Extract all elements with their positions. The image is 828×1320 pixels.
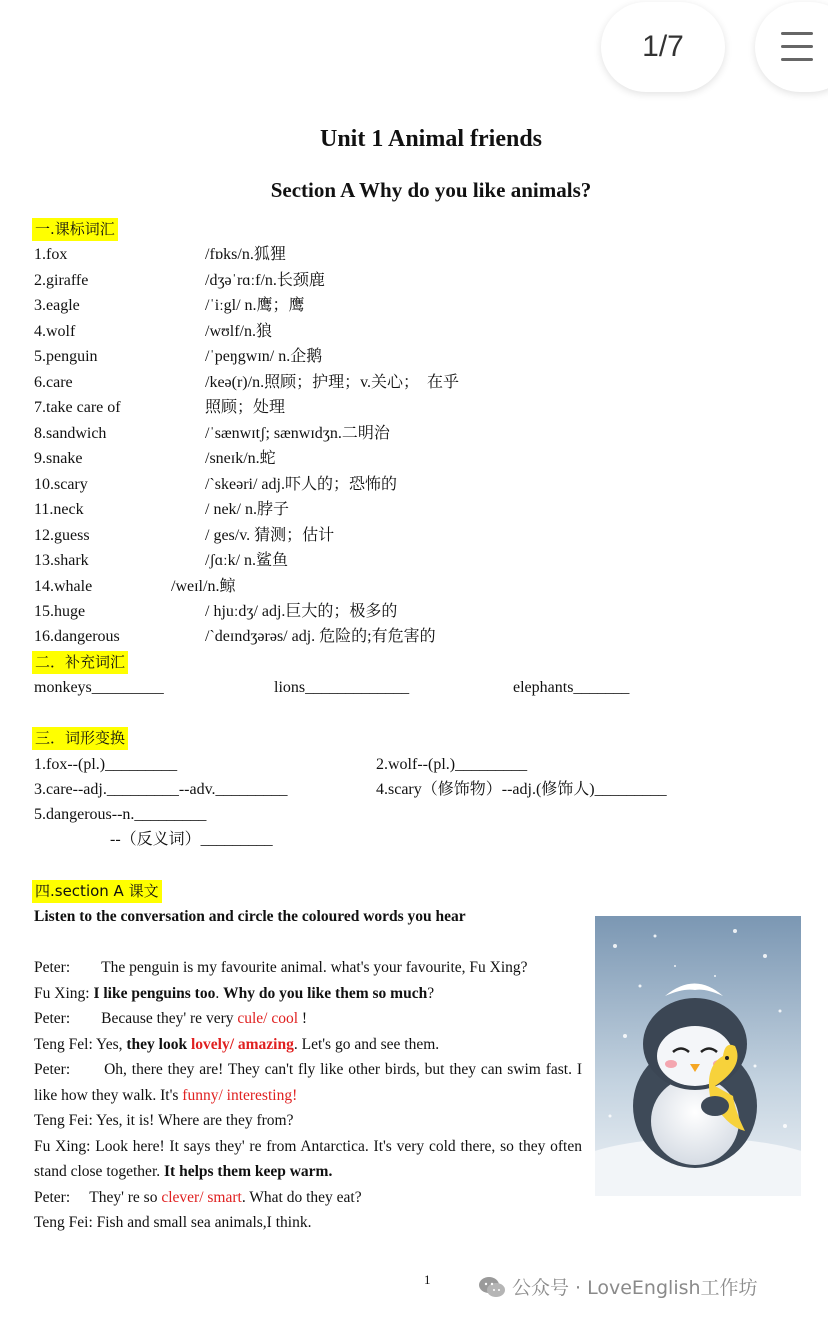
vocab-word: 16.dangerous — [34, 628, 120, 645]
vocab-word: 12.guess — [34, 527, 90, 544]
dialogue — [34, 955, 582, 1236]
dialogue-line: Peter: Because they' re very cule/ cool ! — [34, 1010, 308, 1027]
hamburger-menu-icon — [781, 32, 813, 62]
vocab-word: 7.take care of — [34, 399, 121, 416]
wechat-icon — [478, 1275, 506, 1299]
wordform-scary[interactable]: 4.scary（修饰物）--adj.(修饰人)_________ — [376, 781, 667, 798]
wordform-care[interactable]: 3.care--adj._________--adv._________ — [34, 781, 288, 798]
watermark-text: 公众号 · LoveEnglish工作坊 — [512, 1277, 758, 1299]
penguin-illustration — [595, 916, 801, 1196]
vocab-word: 2.giraffe — [34, 272, 89, 289]
vocab-definition: /ʃɑːk/ n.鲨鱼 — [205, 552, 289, 569]
page-indicator[interactable] — [601, 2, 725, 92]
vocab-word: 4.wolf — [34, 323, 76, 340]
vocab-word: 3.eagle — [34, 297, 80, 314]
vocab-word: 11.neck — [34, 501, 84, 518]
choice-words[interactable]: clever/ smart — [161, 1188, 242, 1206]
dialogue-line: Teng Fei: Fish and small sea animals,I think. — [34, 1214, 312, 1231]
section-heading-supplement: 二．补充词汇 — [32, 651, 128, 674]
vocab-definition: /wʊlf/n.狼 — [205, 323, 273, 340]
vocab-definition: / hjuːdʒ/ adj.巨大的；极多的 — [205, 603, 398, 620]
choice-words[interactable]: cule/ cool — [237, 1010, 299, 1027]
vocab-word: 6.care — [34, 374, 73, 391]
section-title: Section A Why do you like animals? — [270, 178, 592, 202]
dialogue-line: Peter: Oh, there they are! They can't fly like other birds, but they can swim fast. I like how they walk. It's funny/ interesting! — [34, 1061, 582, 1104]
wordform-fox[interactable]: 1.fox--(pl.)_________ — [34, 756, 178, 773]
vocab-definition: /ˈpeŋgwɪn/ n.企鹅 — [205, 348, 323, 365]
menu-button[interactable] — [755, 2, 828, 92]
dialogue-line: Teng Fel: Yes, they look lovely/ amazing. Let's go and see them. — [34, 1035, 440, 1053]
vocab-word: 13.shark — [34, 552, 89, 569]
vocab-definition: / nek/ n.脖子 — [205, 501, 289, 518]
listening-instruction: Listen to the conversation and circle the coloured words you hear — [34, 908, 466, 925]
wordform-wolf[interactable]: 2.wolf--(pl.)_________ — [376, 756, 528, 773]
vocab-word: 14.whale — [34, 578, 93, 595]
choice-words[interactable]: lovely/ amazing — [190, 1035, 294, 1053]
vocab-definition: /weɪl/n.鲸 — [171, 578, 236, 595]
wordform-dangerous[interactable]: 5.dangerous--n._________ — [34, 806, 207, 823]
page-number: 1 — [424, 1272, 431, 1287]
vocab-word: 8.sandwich — [34, 425, 107, 442]
page-indicator-text: 1/7 — [642, 30, 684, 63]
vocab-definition: /ˈsænwɪtʃ; sænwɪdʒn.二明治 — [205, 425, 390, 442]
section-heading-text: 四.section A 课文 — [32, 880, 162, 903]
vocab-word: 15.huge — [34, 603, 86, 620]
dialogue-line: Teng Fei: Yes, it is! Where are they from? — [34, 1112, 294, 1129]
vocab-word: 10.scary — [34, 476, 88, 493]
dialogue-line: Fu Xing: Look here! It says they' re from Antarctica. It's very cold there, so they often stand close together. It helps them keep warm. — [34, 1137, 582, 1180]
vocab-definition: /dʒəˈrɑːf/n.长颈鹿 — [205, 272, 325, 289]
supplement-blank-lions[interactable]: lions_____________ — [274, 679, 410, 696]
vocab-word: 5.penguin — [34, 348, 98, 365]
supplement-blank-elephants[interactable]: elephants_______ — [513, 679, 630, 696]
dialogue-line: Peter: They' re so clever/ smart. What do they eat? — [34, 1188, 362, 1206]
watermark — [478, 1273, 758, 1300]
vocab-definition: /ˈiːgl/ n.鹰；鹰 — [205, 297, 305, 314]
vocab-definition: / ges/v. 猜测；估计 — [205, 527, 335, 544]
section-heading-vocab: 一.课标词汇 — [32, 218, 118, 241]
vocab-definition: /ˋskeəri/ adj.吓人的；恐怖的 — [205, 476, 397, 493]
vocab-definition: /fɒks/n.狐狸 — [205, 246, 286, 263]
supplement-blank-monkeys[interactable]: monkeys_________ — [34, 679, 164, 696]
choice-words[interactable]: funny/ interesting! — [182, 1086, 298, 1104]
vocab-word: 1.fox — [34, 246, 68, 263]
vocab-definition: /keə(r)/n.照顾；护理；v.关心； 在乎 — [205, 374, 460, 391]
dialogue-line: Peter: The penguin is my favourite animal. what's your favourite, Fu Xing? — [34, 959, 528, 976]
vocab-definition: /ˋdeɪndʒərəs/ adj. 危险的;有危害的 — [205, 628, 436, 645]
wordform-antonym[interactable]: --（反义词）_________ — [110, 831, 273, 848]
section-heading-wordforms: 三．词形变换 — [32, 727, 128, 750]
vocab-definition: 照顾；处理 — [205, 399, 286, 416]
vocab-definition: /sneɪk/n.蛇 — [205, 450, 276, 467]
vocab-word: 9.snake — [34, 450, 83, 467]
document-title: Unit 1 Animal friends — [319, 126, 543, 152]
dialogue-line: Fu Xing: I like penguins too. Why do you like them so much? — [34, 984, 435, 1002]
